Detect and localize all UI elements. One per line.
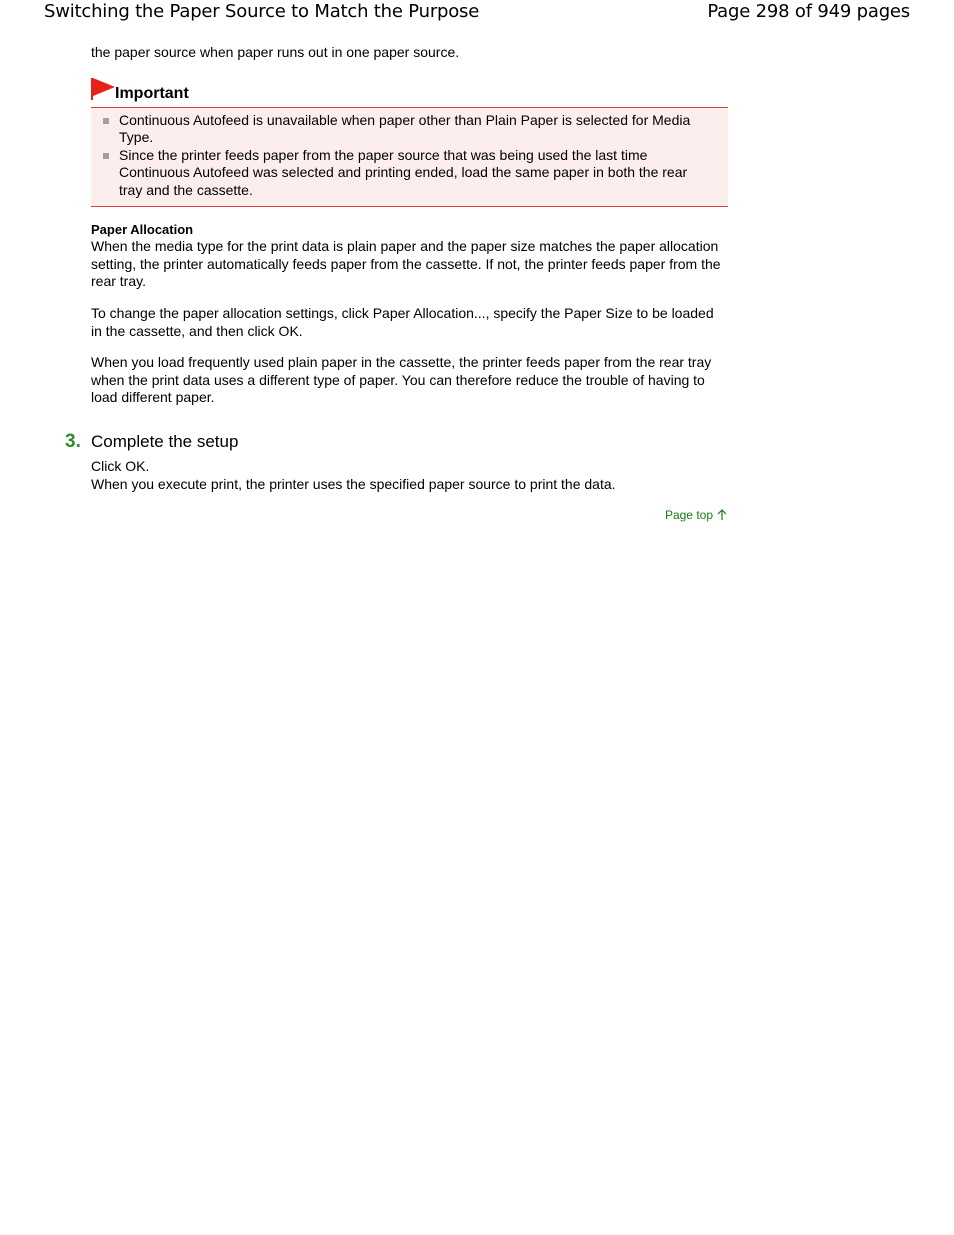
page-top-label: Page top (664, 508, 713, 523)
square-bullet-icon (103, 118, 109, 124)
page-top (91, 507, 728, 523)
paper-allocation-paragraph: When you load frequently used plain paper in the cassette, the printer feeds paper from the rear tray when the print data uses a different type of paper. You can therefore reduce the trouble of having to load different paper. (91, 354, 712, 406)
arrow-up-icon (716, 509, 728, 521)
important-list (91, 112, 728, 200)
important-label: Important (115, 84, 189, 102)
step-3 (65, 430, 728, 493)
page-header (0, 0, 954, 26)
intro-text: the paper source when paper runs out in one paper source. (91, 44, 460, 60)
step-title: Complete the setup (91, 431, 239, 451)
step-line: When you execute print, the printer uses the specified paper source to print the data. (91, 475, 616, 492)
important-item-text: Since the printer feeds paper from the paper source that was being used the last time Continuous Autofeed was selected and printing ended, load the same paper in both the rear tray and the cassette. (119, 146, 688, 198)
page-indicator: Page 298 of 949 pages (707, 1, 910, 22)
red-flag-icon (91, 77, 115, 101)
important-item-text: Continuous Autofeed is unavailable when paper other than Plain Paper is selected for Media Type. (119, 111, 691, 146)
step-number: 3. (65, 430, 81, 452)
square-bullet-icon (103, 153, 109, 159)
page-top-link[interactable] (665, 507, 728, 523)
important-box (91, 107, 728, 207)
important-heading (91, 77, 728, 107)
list-item (91, 147, 728, 200)
step-line: Click OK. (91, 457, 150, 474)
paper-allocation-paragraph: To change the paper allocation settings, click Paper Allocation..., specify the Paper Size to be loaded in the cassette, and then click OK. (91, 304, 714, 339)
step-body (91, 458, 728, 493)
document-title: Switching the Paper Source to Match the Purpose (44, 1, 480, 22)
paper-allocation-heading: Paper Allocation (91, 221, 194, 237)
list-item (91, 112, 728, 147)
paper-allocation-paragraph: When the media type for the print data is plain paper and the paper size matches the paper allocation setting, the printer automatically feeds paper from the cassette. If not, the printer feeds paper from the rear tray. (91, 238, 721, 290)
main-content (65, 44, 728, 523)
